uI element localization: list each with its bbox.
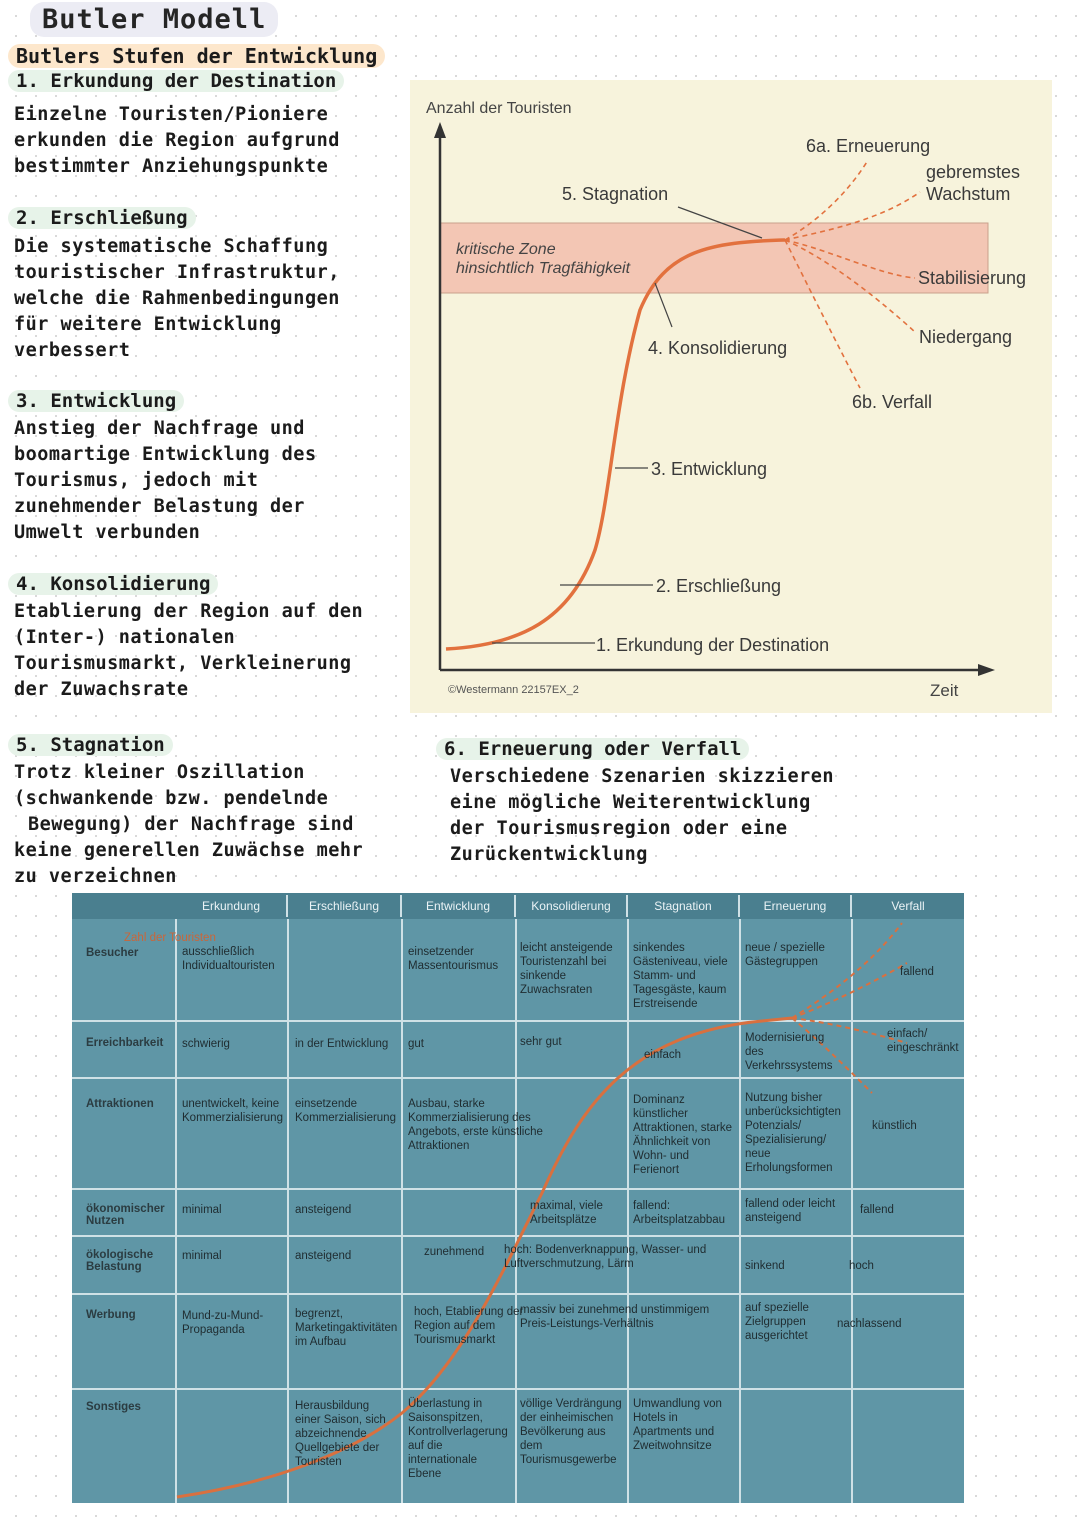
col-erneuerung: Erneuerung <box>740 895 852 917</box>
stage-3-line: zunehmender Belastung der <box>14 496 305 517</box>
cell: einsetzender Massentourismus <box>408 946 499 972</box>
cell: neue / spezielle Gästegruppen <box>745 942 825 968</box>
label-stagnation: 5. Stagnation <box>562 184 669 204</box>
stage-2-heading: 2. Erschließung <box>8 207 196 229</box>
col-erschliessung: Erschließung <box>288 895 402 917</box>
cell: Modernisierung des Verkehrssystems <box>745 1032 833 1072</box>
stage-6-body <box>450 764 834 868</box>
page-subtitle: Butlers Stufen der Entwicklung <box>8 44 385 68</box>
stage-6-line: Verschiedene Szenarien skizzieren <box>450 766 835 787</box>
stage-2-line: für weitere Entwicklung <box>14 314 282 335</box>
row-label-besucher: Besucher <box>86 947 139 959</box>
stage-4-body <box>14 599 363 703</box>
col-erkundung: Erkundung <box>176 895 288 917</box>
cell: sehr gut <box>520 1036 562 1048</box>
stage-2-line: verbessert <box>14 340 131 361</box>
stage-3-line: Tourismus, jedoch mit <box>14 470 259 491</box>
cell: maximal, viele Arbeitsplätze <box>530 1200 603 1226</box>
stage-1-body <box>14 102 340 180</box>
butler-curve-chart <box>410 80 1052 713</box>
x-axis-label: Zeit <box>930 681 959 700</box>
stage-2-line: welche die Rahmenbedingungen <box>14 288 340 309</box>
cell: auf spezielle Zielgruppen ausgerichtet <box>745 1302 809 1342</box>
cell: Dominanz künstlicher Attraktionen, starke Ähnlichkeit von Wohn- und Ferienort <box>633 1094 733 1176</box>
stage-1-heading: 1. Erkundung der Destination <box>8 70 344 92</box>
stage-5-line: Bewegung) der Nachfrage sind <box>28 814 354 835</box>
cell: Umwandlung von Hotels in Apartments und Zweitwohnsitze <box>633 1398 722 1452</box>
stage-5-line: Trotz kleiner Oszillation <box>14 762 305 783</box>
stage-5-body <box>14 760 363 890</box>
critical-zone <box>440 223 988 293</box>
cell: begrenzt, Marketingaktivitäten im Aufbau <box>295 1308 398 1348</box>
row-label-sonstiges: Sonstiges <box>86 1401 141 1413</box>
stage-2-body <box>14 234 340 364</box>
stage-1-line: Einzelne Touristen/Pioniere <box>14 104 329 125</box>
cell: hoch: Bodenverknappung, Wasser- und Luftverschmutzung, Lärm <box>504 1244 707 1270</box>
col-konsolidierung: Konsolidierung <box>516 895 628 917</box>
stage-5-heading: 5. Stagnation <box>8 734 173 756</box>
col-verfall: Verfall <box>852 895 964 917</box>
cell: unentwickelt, keine Kommerzialisierung <box>182 1098 283 1124</box>
butler-table <box>72 893 964 1503</box>
cell: künstlich <box>872 1120 917 1132</box>
stage-6-heading: 6. Erneuerung oder Verfall <box>436 738 749 760</box>
stage-3-body <box>14 416 317 546</box>
cell: nachlassend <box>837 1318 902 1330</box>
label-wachstum: Wachstum <box>926 184 1011 204</box>
stage-3-line: Umwelt verbunden <box>14 522 201 543</box>
cell: in der Entwicklung <box>295 1038 389 1050</box>
cell: einfach <box>644 1049 682 1061</box>
stage-6-line: eine mögliche Weiterentwicklung <box>450 792 811 813</box>
stage-1-line: erkunden die Region aufgrund <box>14 130 340 151</box>
cell: ausschließlich Individualtouristen <box>182 946 275 972</box>
cell: gut <box>408 1038 424 1050</box>
label-gebremstes: gebremstes <box>926 162 1021 182</box>
row-label-oekonomisch: ökonomischer Nutzen <box>86 1203 165 1227</box>
cell: fallend: Arbeitsplatzabbau <box>633 1200 726 1226</box>
label-verfall: 6b. Verfall <box>852 392 933 412</box>
label-konsolidierung: 4. Konsolidierung <box>648 338 788 358</box>
y-axis-arrow <box>434 122 446 138</box>
stage-4-line: der Zuwachsrate <box>14 679 189 700</box>
x-axis-arrow <box>978 664 995 676</box>
cell: einsetzende Kommerzialisierung <box>295 1098 396 1124</box>
label-erkundung: 1. Erkundung der Destination <box>596 635 830 655</box>
critical-zone-label: hinsichtlich Tragfähigkeit <box>456 260 631 277</box>
stage-3-line: boomartige Entwicklung des <box>14 444 317 465</box>
cell: fallend oder leicht ansteigend <box>745 1198 836 1224</box>
cell: Nutzung bisher unberücksichtigten Potenzials/ Spezialisierung/ neue Erholungsformen <box>745 1092 841 1174</box>
stage-2-line: Die systematische Schaffung <box>14 236 329 257</box>
cell: leicht ansteigende Touristenzahl bei sinkende Zuwachsraten <box>520 942 613 996</box>
stage-6-line: der Tourismusregion oder eine <box>450 818 788 839</box>
stage-3-heading: 3. Entwicklung <box>8 390 184 412</box>
cell: minimal <box>182 1250 222 1262</box>
stage-1-line: bestimmter Anziehungspunkte <box>14 156 329 177</box>
stage-4-line: Etablierung der Region auf den <box>14 601 364 622</box>
cell: hoch <box>849 1260 874 1272</box>
label-stabilisierung: Stabilisierung <box>918 268 1027 288</box>
label-erneuerung: 6a. Erneuerung <box>806 136 931 156</box>
butler-curve-figure <box>410 80 1052 713</box>
stage-2-line: touristischer Infrastruktur, <box>14 262 340 283</box>
stage-5-line: (schwankende bzw. pendelnde <box>14 788 329 809</box>
cell: minimal <box>182 1204 222 1216</box>
col-stagnation: Stagnation <box>628 895 740 917</box>
stage-4-heading: 4. Konsolidierung <box>8 573 218 595</box>
cell: völlige Verdrängung der einheimischen Bevölkerung aus dem Tourismusgewerbe <box>520 1398 622 1466</box>
cell: einfach/ eingeschränkt <box>887 1028 959 1054</box>
row-label-werbung: Werbung <box>86 1309 136 1321</box>
source-label: ©Westermann 22157EX_2 <box>448 684 579 696</box>
cell: sinkendes Gästeniveau, viele Stamm- und Tagesgäste, kaum Erstreisende <box>633 942 728 1010</box>
col-entwicklung: Entwicklung <box>402 895 516 917</box>
row-label-erreichbarkeit: Erreichbarkeit <box>86 1037 164 1049</box>
table-subheader: Zahl der Touristen <box>124 932 216 944</box>
y-axis-label: Anzahl der Touristen <box>426 100 572 117</box>
label-entwicklung: 3. Entwicklung <box>651 459 768 479</box>
cell: Herausbildung einer Saison, sich abzeichnende Quellgebiete der Touristen <box>295 1400 386 1468</box>
stage-6-line: Zurückentwicklung <box>450 844 648 865</box>
label-niedergang: Niedergang <box>919 327 1013 347</box>
stage-4-line: (Inter-) nationalen <box>14 627 236 648</box>
cell: Ausbau, starke Kommerzialisierung des Angebots, erste künstliche Attraktionen <box>408 1098 543 1152</box>
cell: zunehmend <box>424 1246 485 1258</box>
page-title: Butler Modell <box>30 2 278 37</box>
stage-3-line: Anstieg der Nachfrage und <box>14 418 305 439</box>
cell: fallend <box>860 1204 894 1216</box>
stage-4-line: Tourismusmarkt, Verkleinerung <box>14 653 352 674</box>
label-erschliessung: 2. Erschließung <box>656 576 782 596</box>
cell: Überlastung in Saisonspitzen, Kontrollverlagerung auf die internationale Ebene <box>408 1398 508 1480</box>
stage-5-line: zu verzeichnen <box>14 866 177 887</box>
row-label-attraktionen: Attraktionen <box>86 1098 154 1110</box>
critical-zone-label: kritische Zone <box>456 241 556 258</box>
cell: schwierig <box>182 1038 230 1050</box>
cell: Mund-zu-Mund-Propaganda <box>182 1310 264 1336</box>
stage-5-line: keine generellen Zuwächse mehr <box>14 840 364 861</box>
cell: ansteigend <box>295 1204 352 1216</box>
cell: fallend <box>900 966 934 978</box>
cell: sinkend <box>745 1260 785 1272</box>
cell: hoch, Etablierung der Region auf dem Tourismusmarkt <box>414 1306 524 1346</box>
row-label-oekologisch: ökologische Belastung <box>86 1249 154 1273</box>
cell: ansteigend <box>295 1250 352 1262</box>
cell: massiv bei zunehmend unstimmigem Preis-Leistungs-Verhältnis <box>520 1304 710 1330</box>
